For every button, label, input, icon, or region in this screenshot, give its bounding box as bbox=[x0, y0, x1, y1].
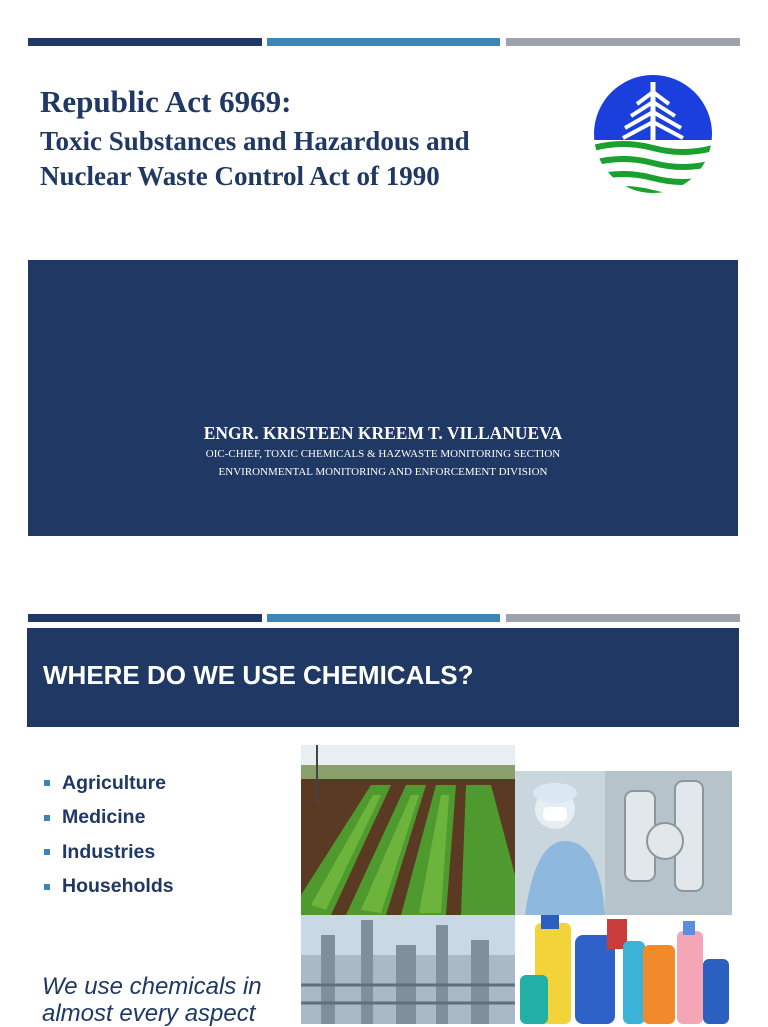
slide-note: We use chemicals in almost every aspect bbox=[42, 973, 262, 1027]
slide-subtitle: Toxic Substances and Hazardous and Nuclear Waste Control Act of 1990 bbox=[40, 126, 470, 191]
list-item: Agriculture bbox=[44, 766, 174, 801]
accent-bar-gray bbox=[506, 38, 740, 46]
list-item: Medicine bbox=[44, 801, 174, 836]
slide-title: WHERE DO WE USE CHEMICALS? bbox=[43, 660, 474, 690]
accent-bar-navy bbox=[28, 614, 262, 622]
accent-bar-navy bbox=[28, 38, 262, 46]
bullet-square-icon bbox=[44, 884, 50, 890]
household-cleaners-photo bbox=[515, 915, 732, 1024]
bullet-square-icon bbox=[44, 815, 50, 821]
denr-logo-icon bbox=[593, 74, 713, 194]
author-name: ENGR. KRISTEEN KREEM T. VILLANUEVA bbox=[203, 423, 563, 443]
bullet-square-icon bbox=[44, 780, 50, 786]
accent-bar-blue bbox=[267, 614, 500, 622]
author-panel bbox=[28, 260, 738, 536]
accent-bar-blue bbox=[267, 38, 500, 46]
agriculture-field-photo bbox=[301, 745, 515, 915]
laboratory-worker-photo bbox=[515, 771, 732, 915]
bullet-square-icon bbox=[44, 849, 50, 855]
accent-bar-gray bbox=[506, 614, 740, 622]
list-item: Households bbox=[44, 870, 174, 905]
list-item: Industries bbox=[44, 835, 174, 870]
bullet-list bbox=[44, 766, 174, 904]
slide-header bbox=[27, 628, 739, 727]
slide-title: Republic Act 6969: bbox=[40, 84, 292, 119]
author-position: OIC-CHIEF, TOXIC CHEMICALS & HAZWASTE MONITORING SECTION bbox=[205, 448, 561, 460]
industrial-refinery-photo bbox=[301, 915, 515, 1024]
author-division: ENVIRONMENTAL MONITORING AND ENFORCEMENT DIVISION bbox=[218, 466, 548, 478]
